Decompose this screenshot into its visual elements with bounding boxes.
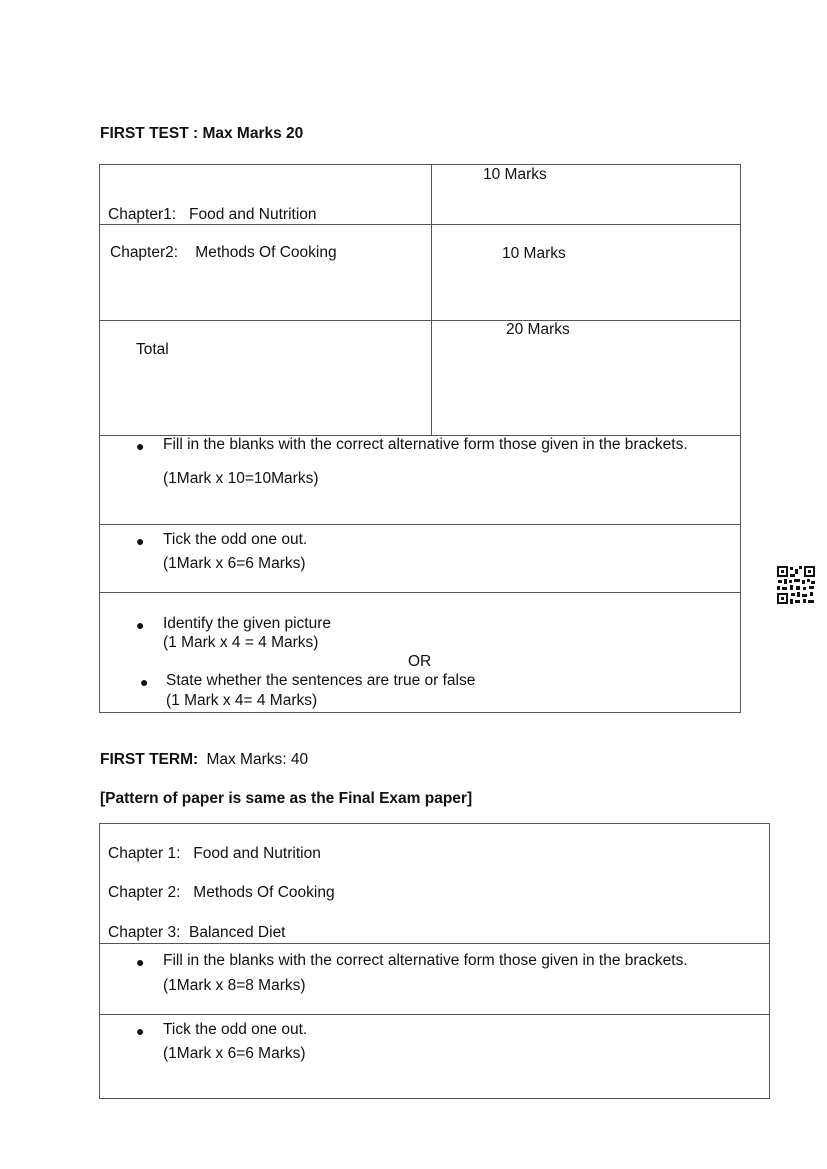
fill-blanks-instruction: Fill in the blanks with the correct alternative form those given in the brackets. xyxy=(163,436,688,453)
first-term-label: FIRST TERM: xyxy=(100,751,199,768)
term-chapter-3: Chapter 3: Balanced Diet xyxy=(108,924,286,941)
column-divider xyxy=(431,164,432,435)
chapter2-label: Chapter2: Methods Of Cooking xyxy=(110,244,337,261)
bullet-icon: ● xyxy=(136,1023,145,1039)
term-chapter-1: Chapter 1: Food and Nutrition xyxy=(108,845,321,862)
bullet-icon: ● xyxy=(136,954,145,970)
row-divider xyxy=(99,943,770,944)
row-divider xyxy=(99,320,741,321)
term-fill-blanks-marks: (1Mark x 8=8 Marks) xyxy=(163,977,306,994)
or-separator: OR xyxy=(408,653,432,670)
identify-instruction: Identify the given picture xyxy=(163,615,332,632)
odd-one-out-marks: (1Mark x 6=6 Marks) xyxy=(163,555,306,572)
chapter1-label: Chapter1: Food and Nutrition xyxy=(108,206,317,223)
total-label: Total xyxy=(136,341,169,358)
chapter1-marks: 10 Marks xyxy=(483,166,547,183)
qr-code-icon xyxy=(776,565,816,605)
odd-one-out-instruction: Tick the odd one out. xyxy=(163,531,308,548)
first-term-heading xyxy=(100,751,308,769)
bullet-icon: ● xyxy=(136,438,145,454)
term-fill-blanks-instruction: Fill in the blanks with the correct alternative form those given in the brackets. xyxy=(163,952,688,969)
chapter2-marks: 10 Marks xyxy=(502,245,566,262)
true-false-marks: (1 Mark x 4= 4 Marks) xyxy=(166,692,318,709)
row-divider xyxy=(99,592,741,593)
first-term-max-marks: Max Marks: 40 xyxy=(206,751,309,768)
first-test-heading: FIRST TEST : Max Marks 20 xyxy=(100,125,304,142)
row-divider xyxy=(99,1014,770,1015)
row-divider xyxy=(99,524,741,525)
term-chapter-2: Chapter 2: Methods Of Cooking xyxy=(108,884,335,901)
identify-marks: (1 Mark x 4 = 4 Marks) xyxy=(163,634,319,651)
true-false-instruction: State whether the sentences are true or false xyxy=(166,672,476,689)
row-divider xyxy=(99,224,741,225)
total-marks: 20 Marks xyxy=(506,321,570,338)
term-odd-one-out-instruction: Tick the odd one out. xyxy=(163,1021,308,1038)
bullet-icon: ● xyxy=(140,674,149,690)
fill-blanks-marks: (1Mark x 10=10Marks) xyxy=(163,470,319,487)
pattern-note: [Pattern of paper is same as the Final Exam paper] xyxy=(100,790,473,807)
term-odd-one-out-marks: (1Mark x 6=6 Marks) xyxy=(163,1045,306,1062)
bullet-icon: ● xyxy=(136,617,145,633)
bullet-icon: ● xyxy=(136,533,145,549)
